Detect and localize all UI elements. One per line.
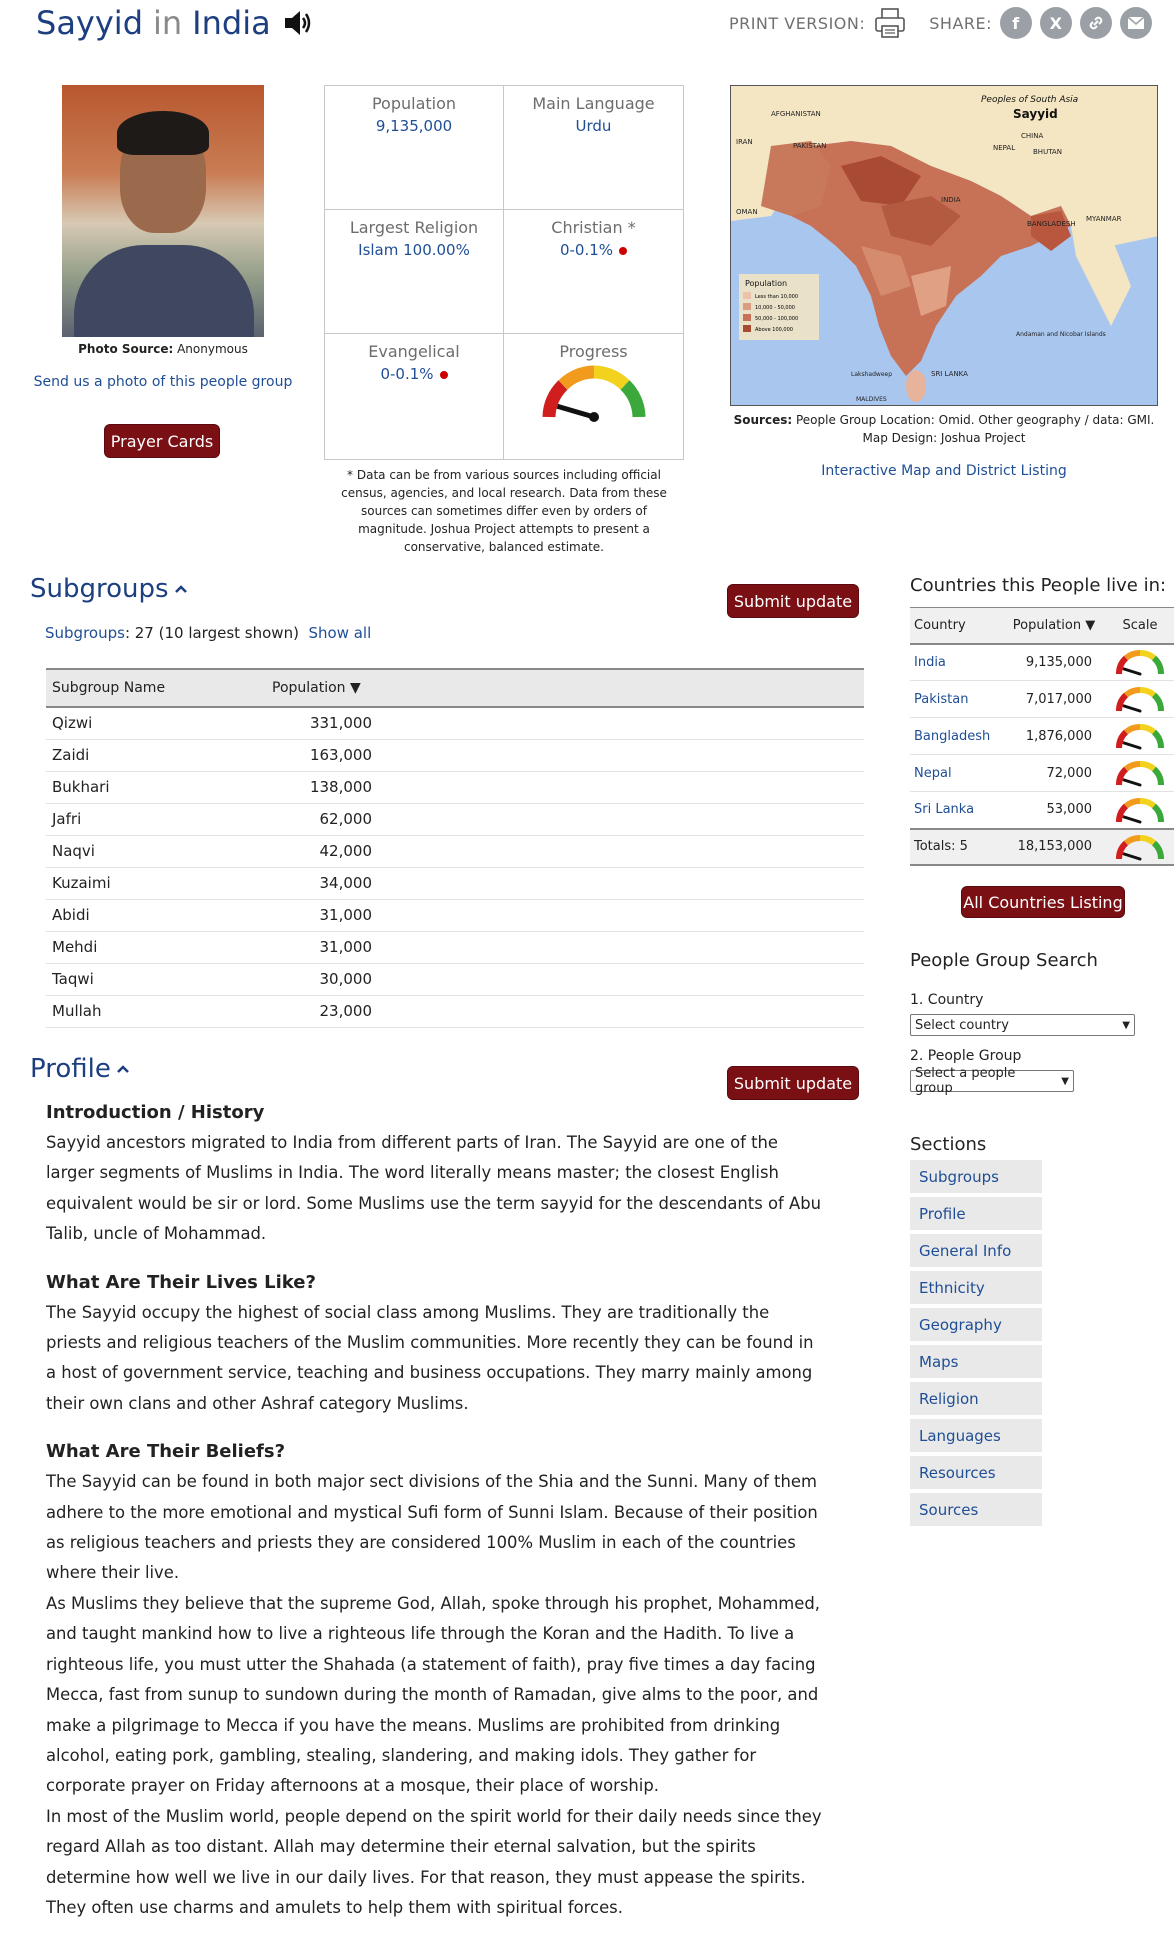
photo-shirt — [74, 245, 254, 337]
beliefs-heading: What Are Their Beliefs? — [46, 1441, 286, 1463]
table-row — [46, 931, 864, 963]
totals-row — [910, 829, 1174, 865]
section-link-profile[interactable]: Profile — [910, 1197, 1042, 1230]
subgroup-population: 31,000 — [266, 899, 372, 931]
subgroup-empty — [372, 803, 864, 835]
table-row — [46, 771, 864, 803]
photo-source — [62, 342, 264, 356]
progress-label[interactable]: Progress — [559, 342, 628, 361]
col-country[interactable]: Country — [910, 608, 1002, 644]
section-link-languages[interactable]: Languages — [910, 1419, 1042, 1452]
beliefs-text-1: The Sayyid can be found in both major sect divisions of the Shia and the Sunni. Many of them adhere to the more emotional and mystical Sufi form of Sunni Islam. Because of their position as religious teachers and priests they are considered 100% Muslim in each of the countries where their live. — [46, 1472, 818, 1583]
table-row — [46, 995, 864, 1027]
profile-title[interactable] — [30, 1054, 129, 1084]
red-dot-icon — [619, 247, 627, 255]
subgroup-name: Zaidi — [46, 739, 266, 771]
photo-source-label: Photo Source: — [78, 342, 174, 356]
scale-gauge-icon[interactable] — [1114, 646, 1166, 678]
totals-value: 18,153,000 — [1002, 829, 1102, 865]
search-title: People Group Search — [910, 950, 1098, 971]
population-value: 9,135,000 — [375, 117, 453, 135]
email-icon[interactable] — [1120, 7, 1152, 39]
map-legend-item: Above 100,000 — [755, 327, 793, 333]
christian-value-wrap — [504, 241, 683, 259]
country-select-value: Select country — [915, 1017, 1009, 1033]
lives-heading: What Are Their Lives Like? — [46, 1271, 316, 1293]
subgroup-population: 31,000 — [266, 931, 372, 963]
map-people-title: Sayyid — [1013, 107, 1058, 121]
map-label: Andaman and Nicobar Islands — [1016, 331, 1106, 338]
totals-gauge — [1102, 829, 1174, 865]
language-label: Main Language — [532, 94, 655, 113]
people-photo — [62, 85, 264, 337]
subgroup-empty — [372, 739, 864, 771]
subgroups-table — [46, 668, 864, 1028]
show-all-link[interactable]: Show all — [308, 624, 372, 642]
country-link-text[interactable]: Sri Lanka — [914, 802, 975, 818]
map-legend-item: 10,000 - 50,000 — [755, 305, 795, 311]
country-select-label: 1. Country — [910, 992, 984, 1008]
religion-label: Largest Religion — [349, 218, 479, 237]
map-label: AFGHANISTAN — [771, 110, 821, 118]
countries-title: Countries this People live in: — [910, 575, 1167, 596]
subgroup-name: Naqvi — [46, 835, 266, 867]
progress-cell — [504, 334, 683, 459]
subgroup-population: 163,000 — [266, 739, 372, 771]
subgroup-name: Mullah — [46, 995, 266, 1027]
country-link[interactable] — [910, 644, 1002, 681]
subgroup-empty — [372, 771, 864, 803]
country-population: 53,000 — [1002, 792, 1102, 829]
header-tools — [729, 6, 1152, 40]
scale-gauge-icon[interactable] — [1114, 683, 1166, 715]
map-legend-item: 50,000 - 100,000 — [755, 316, 799, 322]
beliefs-text-3: In most of the Muslim world, people depend on the spirit world for their daily needs since they regard Allah as too distant. Allah may determine their eternal salvation, but the spirits determine how well we live in our daily lives. For that reason, they must appease the spirits. They often use charms and amulets to help them with spiritual forces. — [46, 1806, 822, 1917]
people-map[interactable] — [730, 85, 1158, 406]
printer-icon[interactable] — [873, 6, 907, 40]
col-empty — [372, 669, 864, 707]
col-country-population[interactable]: Population ▼ — [1002, 608, 1102, 644]
interactive-map-link[interactable]: Interactive Map and District Listing — [821, 463, 1067, 479]
subgroup-empty — [372, 963, 864, 995]
evangelical-label: Evangelical — [368, 342, 460, 361]
map-region-title: Peoples of South Asia — [981, 95, 1079, 105]
scale-gauge-icon — [1114, 831, 1166, 863]
map-label: BANGLADESH — [1027, 220, 1076, 228]
subgroup-name: Taqwi — [46, 963, 266, 995]
page-title — [36, 4, 313, 42]
table-row — [46, 835, 864, 867]
subgroup-population: 42,000 — [266, 835, 372, 867]
map-label: INDIA — [941, 196, 961, 204]
table-row — [910, 681, 1174, 718]
lives-text: The Sayyid occupy the highest of social class among Muslims. They are traditionally the priests and religious teachers of the Muslim communities. More recently they can be found in a host of government service, teaching and business occupations. They marry mainly among their own clans and other Ashraf category Muslims. — [46, 1302, 814, 1413]
country-population: 9,135,000 — [1002, 644, 1102, 681]
totals-label: Totals: 5 — [910, 829, 1002, 865]
country-population: 7,017,000 — [1002, 681, 1102, 718]
beliefs-text-2: As Muslims they believe that the supreme God, Allah, spoke through his prophet, Mohammed, and taught mankind how to live a righteous life through the Koran and the Hadith. To live a righteous life, you must utter the Shahada (a statement of faith), pray five times a day facing Mecca, fast from sunup to sundown during the month of Ramadan, give alms to the poor, and make a pilgrimage to Mecca if you have the means. Muslims are prohibited from drinking alcohol, eating pork, gambling, stealing, slandering, and making idols. They gather for corporate prayer on Friday afternoons at a mosque, their place of worship. — [46, 1593, 820, 1796]
scale-gauge-icon[interactable] — [1114, 794, 1166, 826]
subgroup-population: 62,000 — [266, 803, 372, 835]
subgroups-count-text: : 27 (10 largest shown) — [124, 624, 299, 642]
chevron-down-icon: ▼ — [1061, 1075, 1069, 1087]
subgroup-population: 331,000 — [266, 707, 372, 739]
section-link-geography[interactable]: Geography — [910, 1308, 1042, 1341]
red-dot-icon — [440, 371, 448, 379]
chevron-up-icon[interactable] — [117, 1064, 129, 1074]
facebook-icon[interactable]: f — [1000, 7, 1032, 39]
progress-gauge-icon[interactable] — [539, 365, 649, 427]
scale-gauge-icon[interactable] — [1114, 720, 1166, 752]
all-countries-button[interactable]: All Countries Listing — [961, 886, 1125, 918]
subgroup-empty — [372, 867, 864, 899]
country-population: 72,000 — [1002, 755, 1102, 792]
subgroup-population: 23,000 — [266, 995, 372, 1027]
table-row — [910, 755, 1174, 792]
table-row — [910, 718, 1174, 755]
section-link-subgroups[interactable]: Subgroups — [910, 1160, 1042, 1193]
table-row — [46, 899, 864, 931]
religion-value[interactable]: Islam 100.00% — [358, 241, 470, 259]
prayer-cards-button[interactable]: Prayer Cards — [104, 424, 220, 458]
subgroup-name: Mehdi — [46, 931, 266, 963]
title-in: in — [153, 4, 183, 42]
table-row — [46, 739, 864, 771]
country-scale — [1102, 792, 1174, 829]
table-row — [46, 963, 864, 995]
evangelical-value: 0-0.1% — [380, 365, 434, 383]
country-scale — [1102, 644, 1174, 681]
evangelical-value-wrap — [325, 365, 503, 383]
christian-cell — [504, 210, 683, 334]
section-link-ethnicity[interactable]: Ethnicity — [910, 1271, 1042, 1304]
map-label: SRI LANKA — [931, 370, 968, 378]
country-scale — [1102, 718, 1174, 755]
country-link[interactable] — [910, 755, 1002, 792]
language-cell — [504, 86, 683, 210]
intro-heading: Introduction / History — [46, 1102, 265, 1123]
table-row — [910, 792, 1174, 829]
christian-label: Christian * — [551, 218, 636, 237]
map-label: MYANMAR — [1086, 215, 1122, 223]
section-link-sources[interactable]: Sources — [910, 1493, 1042, 1526]
evangelical-cell — [325, 334, 504, 459]
language-value[interactable]: Urdu — [575, 117, 612, 135]
country-scale — [1102, 755, 1174, 792]
map-label: BHUTAN — [1033, 148, 1062, 156]
stats-footnote: * Data can be from various sources including official census, agencies, and local research. Data from these sources can sometimes differ even by orders of magnitude. Joshua Project attempts to present a conservative, balanced estimate. — [341, 468, 667, 554]
subgroup-name: Jafri — [46, 803, 266, 835]
subgroups-count-label: Subgroups — [45, 624, 125, 642]
map-label: NEPAL — [993, 144, 1016, 152]
photo-source-value: Anonymous — [177, 342, 248, 356]
country-link-text[interactable]: India — [914, 654, 946, 670]
print-label: PRINT VERSION: — [728, 13, 866, 33]
country-link-text[interactable]: Bangladesh — [914, 728, 991, 744]
section-link-general-info[interactable]: General Info — [910, 1234, 1042, 1267]
section-link-maps[interactable]: Maps — [910, 1345, 1042, 1378]
col-subgroup-name[interactable]: Subgroup Name — [46, 669, 266, 707]
speaker-icon[interactable] — [281, 7, 313, 39]
subgroup-population: 34,000 — [266, 867, 372, 899]
subgroups-count — [45, 624, 371, 642]
link-icon[interactable] — [1080, 7, 1112, 39]
stats-grid — [324, 85, 684, 460]
group-select[interactable] — [910, 1066, 1074, 1096]
subgroup-name: Bukhari — [46, 771, 266, 803]
map-legend-title: Population — [745, 279, 788, 288]
country-link-text[interactable]: Nepal — [914, 765, 952, 781]
share-label: SHARE: — [929, 13, 992, 33]
religion-cell — [325, 210, 504, 334]
map-label: OMAN — [736, 208, 758, 216]
south-asia-map — [731, 86, 1158, 406]
col-scale: Scale — [1102, 608, 1174, 644]
table-row — [46, 803, 864, 835]
x-icon[interactable]: X — [1040, 7, 1072, 39]
christian-value: 0-0.1% — [559, 241, 614, 259]
population-cell — [325, 86, 504, 210]
map-label: CHINA — [1021, 132, 1044, 140]
send-photo-link[interactable]: Send us a photo of this people group — [33, 374, 293, 390]
section-link-resources[interactable]: Resources — [910, 1456, 1042, 1489]
map-label: PAKISTAN — [793, 142, 827, 150]
table-row — [910, 644, 1174, 681]
population-label: Population — [371, 94, 457, 113]
section-link-religion[interactable]: Religion — [910, 1382, 1042, 1415]
profile-title-text: Profile — [30, 1054, 111, 1084]
sections-title: Sections — [910, 1134, 987, 1155]
country-name[interactable]: India — [192, 4, 271, 42]
country-link-text[interactable]: Pakistan — [914, 691, 969, 707]
subgroups-submit-button[interactable]: Submit update — [727, 584, 859, 618]
col-population[interactable]: Population ▼ — [266, 669, 372, 707]
country-link[interactable] — [910, 718, 1002, 755]
subgroup-empty — [372, 931, 864, 963]
map-label: MALDIVES — [856, 396, 887, 403]
people-name: Sayyid — [36, 4, 143, 42]
country-link[interactable] — [910, 681, 1002, 718]
map-sources-text: People Group Location: Omid. Other geography / data: GMI. Map Design: Joshua Project — [795, 413, 1155, 445]
chevron-down-icon: ▼ — [1122, 1019, 1130, 1031]
group-select-label: 2. People Group — [910, 1048, 1022, 1064]
subgroup-empty — [372, 707, 864, 739]
map-sources-label: Sources: — [733, 413, 793, 427]
table-header-row — [46, 669, 864, 707]
scale-gauge-icon[interactable] — [1114, 757, 1166, 789]
map-label: Lakshadweep — [851, 371, 893, 378]
country-link[interactable] — [910, 792, 1002, 829]
subgroup-name: Qizwi — [46, 707, 266, 739]
table-row — [46, 707, 864, 739]
profile-submit-button[interactable]: Submit update — [727, 1066, 859, 1100]
table-row — [46, 867, 864, 899]
profile-body — [46, 1098, 826, 1923]
subgroup-name: Abidi — [46, 899, 266, 931]
subgroups-title-text: Subgroups — [30, 574, 169, 604]
map-sources — [720, 411, 1168, 447]
countries-table — [910, 607, 1174, 866]
table-header-row — [910, 608, 1174, 644]
country-population: 1,876,000 — [1002, 718, 1102, 755]
subgroup-population: 138,000 — [266, 771, 372, 803]
subgroups-title[interactable] — [30, 574, 187, 604]
subgroup-population: 30,000 — [266, 963, 372, 995]
sections-nav — [910, 1160, 1042, 1530]
map-label: IRAN — [736, 138, 753, 146]
chevron-up-icon[interactable] — [175, 584, 187, 594]
intro-text: Sayyid ancestors migrated to India from different parts of Iran. The Sayyid are one of the larger segments of Muslims in India. The word literally means master; the closest English equivalent would be sir or lord. Some Muslims use the term sayyid for the descendants of Abu Talib, uncle of Mohammad. — [46, 1133, 822, 1244]
subgroup-name: Kuzaimi — [46, 867, 266, 899]
subgroup-empty — [372, 835, 864, 867]
subgroup-empty — [372, 995, 864, 1027]
photo-hair — [117, 111, 209, 155]
country-scale — [1102, 681, 1174, 718]
subgroup-empty — [372, 899, 864, 931]
map-legend-item: Less than 10,000 — [755, 294, 799, 300]
country-select[interactable] — [910, 1014, 1135, 1036]
group-select-value: Select a people group — [915, 1066, 1016, 1096]
